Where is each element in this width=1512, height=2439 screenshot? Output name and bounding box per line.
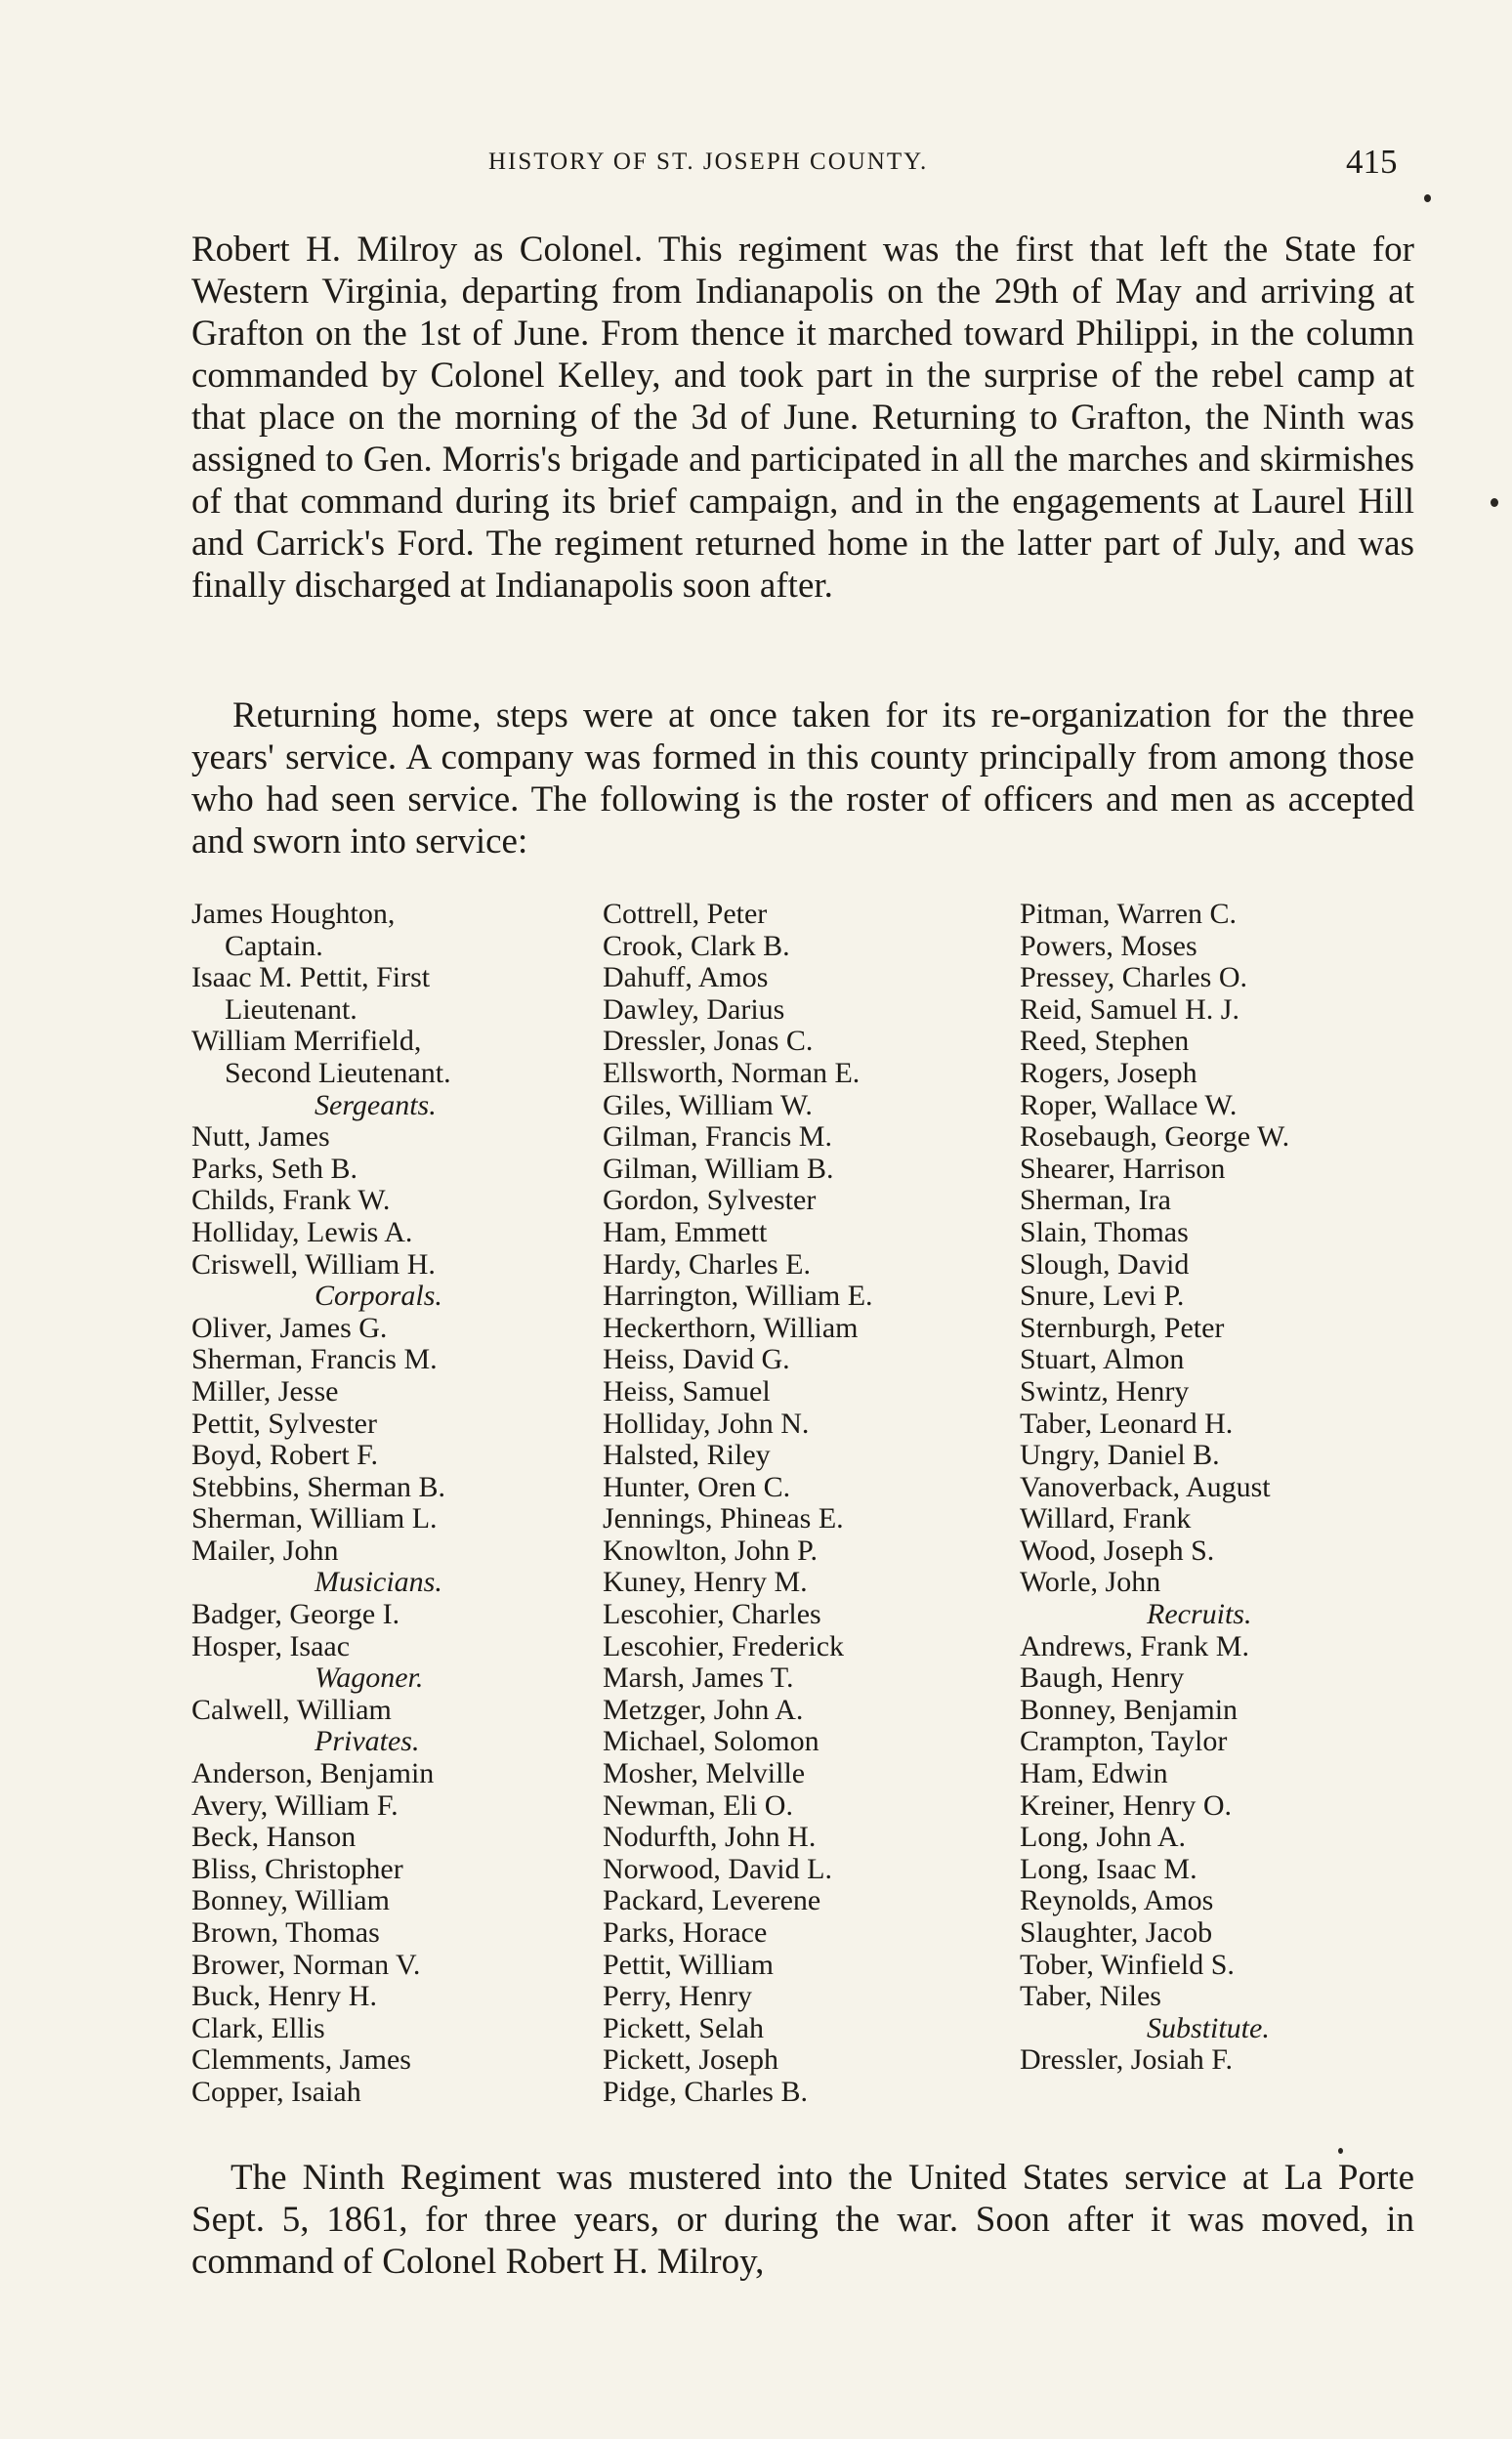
roster-entry: Pitman, Warren C. [1020, 898, 1237, 930]
roster-entry: Perry, Henry [603, 1980, 753, 2013]
roster-entry: Powers, Moses [1020, 929, 1197, 962]
roster-section-heading: Privates. [315, 1725, 420, 1758]
ink-speck [1491, 498, 1498, 507]
roster-entry: Kreiner, Henry O. [1020, 1788, 1233, 1822]
ink-speck [1424, 194, 1431, 202]
roster-section-heading: Corporals. [315, 1280, 442, 1313]
roster-entry: Baugh, Henry [1020, 1661, 1185, 1695]
roster-entry: Shearer, Harrison [1020, 1152, 1226, 1185]
paragraph-continued: Robert H. Milroy as Colonel. This regiment was the first that left the State for Western Virginia, departing from Indianapolis on the 29th of May and arriving at Grafton on the 1st of June. From thence it marched toward Philippi, in the column commanded by Colonel Kelley, and took part in the surprise of the rebel camp at that place on the morning of the 3d of June. Returning to Grafton, the Ninth was assigned to Gen. Morris's brigade and participated in all the marches and skirmishes of that command during its brief campaign, and in the engagements at Laurel Hill and Carrick's Ford. The regiment returned home in the latter part of July, and was finally discharged at Indianapolis soon after. [191, 230, 1414, 606]
roster-entry: Halsted, Riley [603, 1439, 771, 1472]
roster-entry: Roper, Wallace W. [1020, 1088, 1238, 1121]
roster-entry: Gordon, Sylvester [603, 1184, 817, 1217]
roster-entry: Andrews, Frank M. [1020, 1629, 1249, 1662]
roster-entry: Anderson, Benjamin [191, 1757, 435, 1790]
roster-entry: Criswell, William H. [191, 1247, 436, 1281]
roster-entry: Hosper, Isaac [191, 1629, 351, 1662]
running-head: HISTORY OF ST. JOSEPH COUNTY. [488, 148, 929, 175]
roster-section-heading: Musicians. [315, 1566, 442, 1599]
roster-entry: Reid, Samuel H. J. [1020, 992, 1239, 1026]
roster-entry: Lescohier, Frederick [603, 1629, 845, 1662]
roster-entry: Boyd, Robert F. [191, 1439, 378, 1472]
roster-entry: Clemments, James [191, 2043, 411, 2077]
roster-entry: Pettit, William [603, 1948, 774, 1981]
roster-entry: Gilman, Francis M. [603, 1120, 832, 1154]
roster-entry: Metzger, John A. [603, 1693, 804, 1726]
roster-entry: Isaac M. Pettit, First [191, 961, 431, 994]
roster-entry: Newman, Eli O. [603, 1788, 793, 1822]
roster-entry: Pettit, Sylvester [191, 1407, 377, 1440]
roster-entry: Brown, Thomas [191, 1916, 380, 1949]
roster-entry: Harrington, William E. [603, 1280, 873, 1313]
roster-entry: Dawley, Darius [603, 992, 785, 1026]
roster-entry: Dressler, Josiah F. [1020, 2043, 1234, 2077]
roster-entry: Stebbins, Sherman B. [191, 1470, 445, 1503]
roster-entry: Captain. [225, 929, 323, 962]
roster-entry: Kuney, Henry M. [603, 1566, 808, 1599]
roster-entry: Holliday, John N. [603, 1407, 810, 1440]
ink-speck [1338, 2148, 1343, 2154]
roster-entry: Pressey, Charles O. [1020, 961, 1248, 994]
roster-entry: Taber, Leonard H. [1020, 1407, 1234, 1440]
roster-entry: Holliday, Lewis A. [191, 1215, 413, 1248]
roster-entry: Heckerthorn, William [603, 1311, 859, 1344]
roster-entry: Bonney, Benjamin [1020, 1693, 1239, 1726]
roster-entry: Buck, Henry H. [191, 1980, 377, 2013]
roster-entry: Sternburgh, Peter [1020, 1311, 1225, 1344]
roster-entry: Beck, Hanson [191, 1821, 357, 1854]
roster-entry: Ellsworth, Norman E. [603, 1056, 861, 1089]
roster-entry: Slough, David [1020, 1247, 1190, 1281]
roster-entry: Crook, Clark B. [603, 929, 790, 962]
roster-entry: William Merrifield, [191, 1025, 422, 1058]
roster-entry: Avery, William F. [191, 1788, 399, 1822]
roster-entry: Heiss, David G. [603, 1343, 790, 1376]
roster-entry: Pickett, Joseph [603, 2043, 778, 2077]
roster-entry: Mailer, John [191, 1534, 339, 1567]
roster-entry: Vanoverback, August [1020, 1470, 1271, 1503]
roster-entry: Cottrell, Peter [603, 898, 768, 930]
roster-entry: Sherman, Ira [1020, 1184, 1171, 1217]
roster-entry: Stuart, Almon [1020, 1343, 1185, 1376]
roster-entry: Pidge, Charles B. [603, 2075, 808, 2108]
paragraph-roster-intro: Returning home, steps were at once taken for its re-organization for the three years' service. A company was formed in this county principally from among those who had seen service. The following is the roster of officers and men as accepted and sworn into service: [191, 695, 1414, 862]
roster-entry: Packard, Leverene [603, 1884, 821, 1917]
roster-entry: Slaughter, Jacob [1020, 1916, 1213, 1949]
roster-entry: Swintz, Henry [1020, 1374, 1190, 1408]
roster-entry: Wood, Joseph S. [1020, 1534, 1215, 1567]
roster-entry: Reed, Stephen [1020, 1025, 1190, 1058]
roster-entry: Bliss, Christopher [191, 1852, 403, 1885]
roster-entry: Snure, Levi P. [1020, 1280, 1185, 1313]
roster-entry: Willard, Frank [1020, 1502, 1192, 1535]
roster-section-heading: Sergeants. [315, 1088, 437, 1121]
roster-entry: Lescohier, Charles [603, 1598, 821, 1631]
roster-entry: Reynolds, Amos [1020, 1884, 1214, 1917]
roster-column-3 [1020, 899, 1289, 2077]
roster-entry: Heiss, Samuel [603, 1374, 771, 1408]
roster-entry: Rosebaugh, George W. [1020, 1120, 1290, 1154]
roster-entry: Dahuff, Amos [603, 961, 769, 994]
roster-section-heading: Recruits. [1147, 1598, 1252, 1631]
roster-entry: Hardy, Charles E. [603, 1247, 811, 1281]
roster-entry: Pickett, Selah [603, 2011, 764, 2044]
roster-entry: Parks, Seth B. [191, 1152, 358, 1185]
roster-entry: Calwell, William [191, 1693, 392, 1726]
page-number: 415 [1346, 143, 1398, 181]
roster-entry: Long, John A. [1020, 1821, 1187, 1854]
roster-entry: James Houghton, [191, 898, 396, 930]
roster-entry: Oliver, James G. [191, 1311, 388, 1344]
roster-entry: Slain, Thomas [1020, 1215, 1189, 1248]
roster-entry: Dressler, Jonas C. [603, 1025, 814, 1058]
roster-entry: Tober, Winfield S. [1020, 1948, 1235, 1981]
roster-entry: Clark, Ellis [191, 2011, 325, 2044]
roster-entry: Mosher, Melville [603, 1757, 806, 1790]
roster-entry: Ungry, Daniel B. [1020, 1439, 1220, 1472]
roster-entry: Rogers, Joseph [1020, 1056, 1197, 1089]
roster-section-heading: Substitute. [1147, 2011, 1270, 2044]
roster-entry: Giles, William W. [603, 1088, 813, 1121]
roster-entry: Michael, Solomon [603, 1725, 819, 1758]
roster-entry: Crampton, Taylor [1020, 1725, 1228, 1758]
roster-entry: Brower, Norman V. [191, 1948, 421, 1981]
roster-entry: Nutt, James [191, 1120, 330, 1154]
roster-entry: Knowlton, John P. [603, 1534, 819, 1567]
roster-entry: Bonney, William [191, 1884, 390, 1917]
roster-entry: Sherman, William L. [191, 1502, 438, 1535]
roster-column-2 [603, 899, 873, 2109]
roster-entry: Parks, Horace [603, 1916, 768, 1949]
roster-entry: Badger, George I. [191, 1598, 400, 1631]
roster-entry: Second Lieutenant. [225, 1056, 451, 1089]
roster-entry: Worle, John [1020, 1566, 1161, 1599]
roster-entry: Norwood, David L. [603, 1852, 832, 1885]
roster-entry: Long, Isaac M. [1020, 1852, 1197, 1885]
roster-entry: Hunter, Oren C. [603, 1470, 791, 1503]
roster-entry: Lieutenant. [225, 992, 357, 1026]
roster-column-1 [191, 899, 451, 2109]
roster-entry: Gilman, William B. [603, 1152, 834, 1185]
roster-entry: Ham, Edwin [1020, 1757, 1168, 1790]
roster-entry: Miller, Jesse [191, 1374, 339, 1408]
roster-entry: Taber, Niles [1020, 1980, 1161, 2013]
paragraph-ninth-regiment: The Ninth Regiment was mustered into the United States service at La Porte Sept. 5, 1861, for three years, or during the war. Soon after it was moved, in command of Colonel Robert H. Milroy, [191, 2158, 1414, 2282]
roster-entry: Marsh, James T. [603, 1661, 794, 1695]
roster-entry: Childs, Frank W. [191, 1184, 391, 1217]
roster-section-heading: Wagoner. [315, 1661, 424, 1695]
roster-entry: Nodurfth, John H. [603, 1821, 817, 1854]
roster-entry: Jennings, Phineas E. [603, 1502, 844, 1535]
roster-entry: Ham, Emmett [603, 1215, 768, 1248]
roster-entry: Copper, Isaiah [191, 2075, 361, 2108]
roster-entry: Sherman, Francis M. [191, 1343, 438, 1376]
